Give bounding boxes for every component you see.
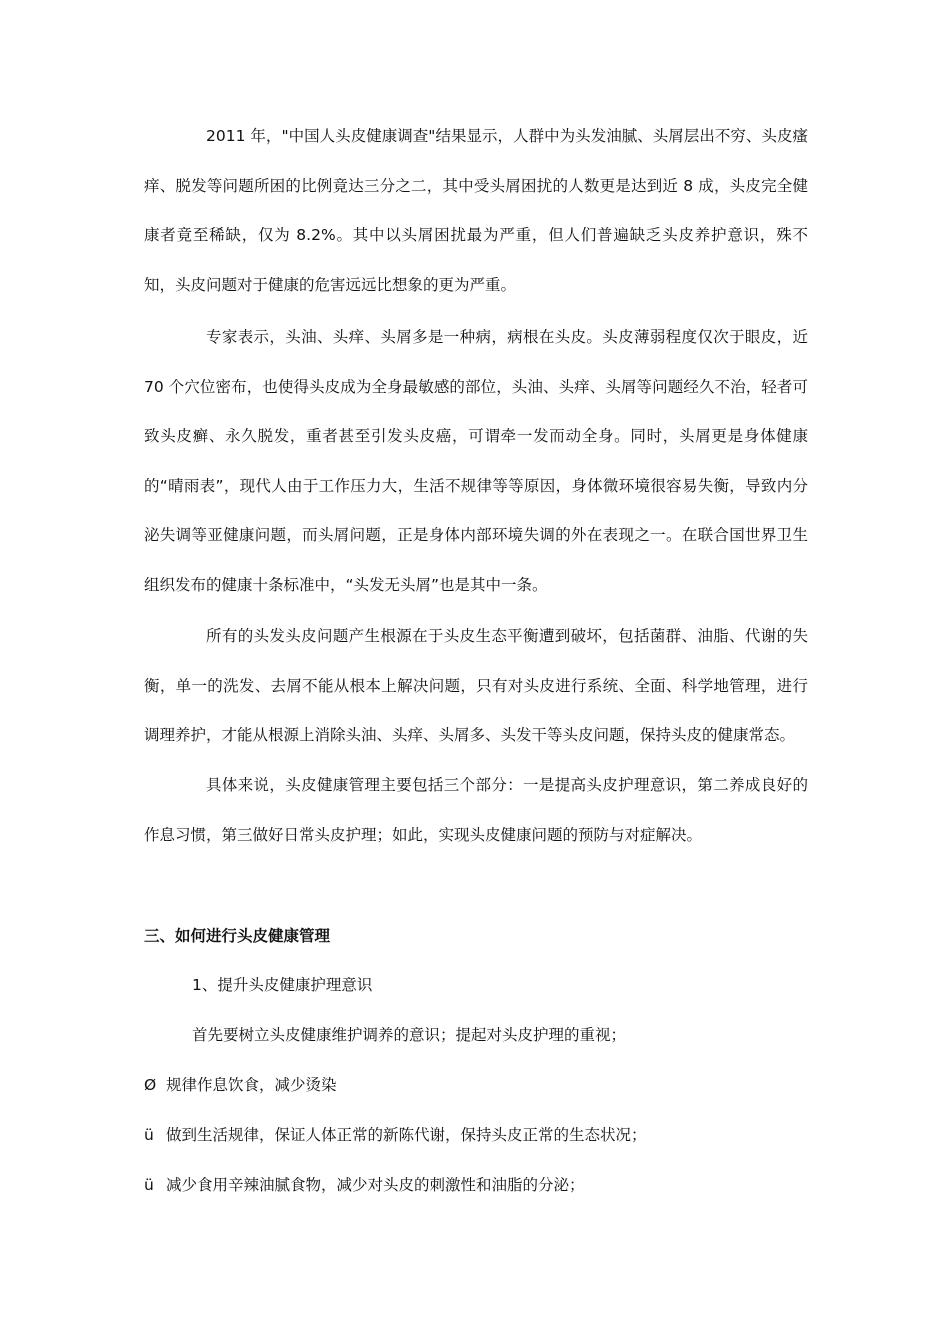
subsection-heading: 1、提升头皮健康护理意识: [192, 976, 373, 994]
bullet-text: 减少食用辛辣油腻食物，减少对头皮的刺激性和油脂的分泌；: [166, 1176, 585, 1194]
bullet-item: [144, 1124, 647, 1146]
bullet-mark: Ø: [144, 1076, 157, 1094]
bullet-item: [144, 1074, 337, 1096]
paragraph-expert: 专家表示，头油、头痒、头屑多是一种病，病根在头皮。头皮薄弱程度仅次于眼皮，近 70 个穴位密布，也使得头皮成为全身最敏感的部位，头油、头痒、头屑等问题经久不治，轻者可致头皮癣、永久脱发，重者甚至引发头皮癌，可谓牵一发而动全身。同时，头屑更是身体健康的“晴雨表”，现代人由于工作压力大，生活不规律等等原因，身体微环境很容易失衡，导致内分泌失调等亚健康问题，而头屑问题，正是身体内部环境失调的外在表现之一。在联合国世界卫生组织发布的健康十条标准中，“头发无头屑”也是其中一条。: [144, 328, 808, 594]
bullet-mark: ü: [144, 1126, 154, 1144]
bullet-item: [144, 1174, 585, 1196]
bullet-text: 规律作息饮食，减少烫染: [166, 1076, 337, 1094]
bullet-text: 做到生活规律，保证人体正常的新陈代谢，保持头皮正常的生态状况；: [166, 1126, 647, 1144]
section-heading: 三、如何进行头皮健康管理: [144, 927, 331, 945]
paragraph-management: 具体来说，头皮健康管理主要包括三个部分：一是提高头皮护理意识，第二养成良好的作息习惯，第三做好日常头皮护理；如此，实现头皮健康问题的预防与对症解决。: [144, 776, 808, 844]
paragraph-root-cause: 所有的头发头皮问题产生根源在于头皮生态平衡遭到破坏，包括菌群、油脂、代谢的失衡，单一的洗发、去屑不能从根本上解决问题，只有对头皮进行系统、全面、科学地管理，进行调理养护，才能从根源上消除头油、头痒、头屑多、头发干等头皮问题，保持头皮的健康常态。: [144, 627, 808, 745]
subsection-intro: 首先要树立头皮健康维护调养的意识；提起对头皮护理的重视；: [192, 1026, 627, 1044]
paragraph-survey: 2011 年，"中国人头皮健康调查"结果显示，人群中为头发油腻、头屑层出不穷、头皮瘙痒、脱发等问题所困的比例竟达三分之二，其中受头屑困扰的人数更是达到近 8 成，头皮完全健康者竟至稀缺，仅为 8.2%。其中以头屑困扰最为严重，但人们普遍缺乏头皮养护意识，殊不知，头皮问题对于健康的危害远远比想象的更为严重。: [144, 127, 808, 294]
bullet-mark: ü: [144, 1176, 154, 1194]
